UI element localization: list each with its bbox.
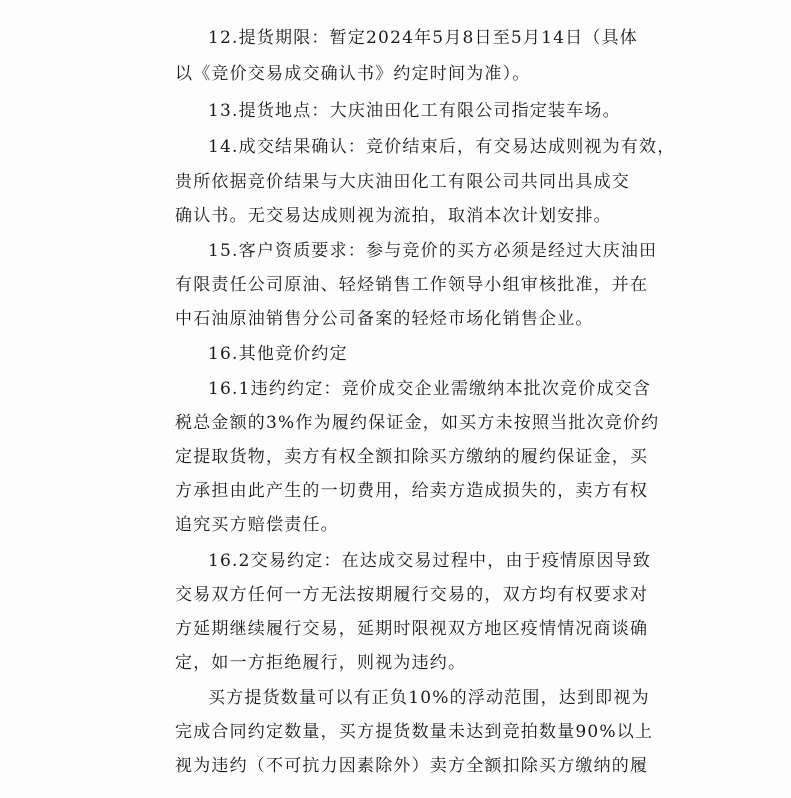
text-line: 税总金额的3%作为履约保证金，如买方未按照当批次竞价约: [175, 413, 660, 433]
text-line: 12.提货期限：暂定2024年5月8日至5月14日（具体: [208, 28, 638, 48]
text-line: 追究买方赔偿责任。: [175, 515, 339, 535]
text-line: 14.成交结果确认：竞价结束后，有交易达成则视为有效，: [208, 137, 676, 157]
text-line: 16.2交易约定：在达成交易过程中，由于疫情原因导致: [208, 551, 652, 571]
text-line: 中石油原油销售分公司备案的轻烃市场化销售企业。: [175, 309, 594, 329]
text-line: 买方提货数量可以有正负10%的浮动范围，达到即视为: [208, 688, 650, 708]
text-line: 贵所依据竞价结果与大庆油田化工有限公司共同出具成交: [175, 172, 630, 192]
text-line: 交易双方任何一方无法按期履行交易的，双方均有权要求对: [175, 585, 649, 605]
section-heading: 16.其他竞价约定: [208, 344, 348, 364]
text-line: 有限责任公司原油、轻烃销售工作领导小组审核批准，并在: [175, 275, 649, 295]
text-line: 以《竞价交易成交确认书》约定时间为准）。: [175, 64, 531, 84]
text-line: 16.1违约约定：竞价成交企业需缴纳本批次竞价成交含: [208, 379, 652, 399]
text-line: 方承担由此产生的一切费用，给卖方造成损失的，卖方有权: [175, 481, 649, 501]
text-line: 13.提货地点：大庆油田化工有限公司指定装车场。: [208, 101, 621, 121]
text-line: 视为违约（不可抗力因素除外）卖方全额扣除买方缴纳的履: [175, 756, 649, 776]
text-line: 15.客户资质要求：参与竞价的买方必须是经过大庆油田: [208, 241, 658, 261]
text-line: 确认书。无交易达成则视为流拍，取消本次计划安排。: [175, 206, 612, 226]
text-line: 定提取货物，卖方有权全额扣除买方缴纳的履约保证金，买: [175, 447, 649, 467]
text-line: 完成合同约定数量，买方提货数量未达到竞拍数量90%以上: [175, 722, 654, 742]
text-line: 定，如一方拒绝履行，则视为违约。: [175, 653, 467, 673]
text-line: 方延期继续履行交易，延期时限视双方地区疫情情况商谈确: [175, 619, 649, 639]
